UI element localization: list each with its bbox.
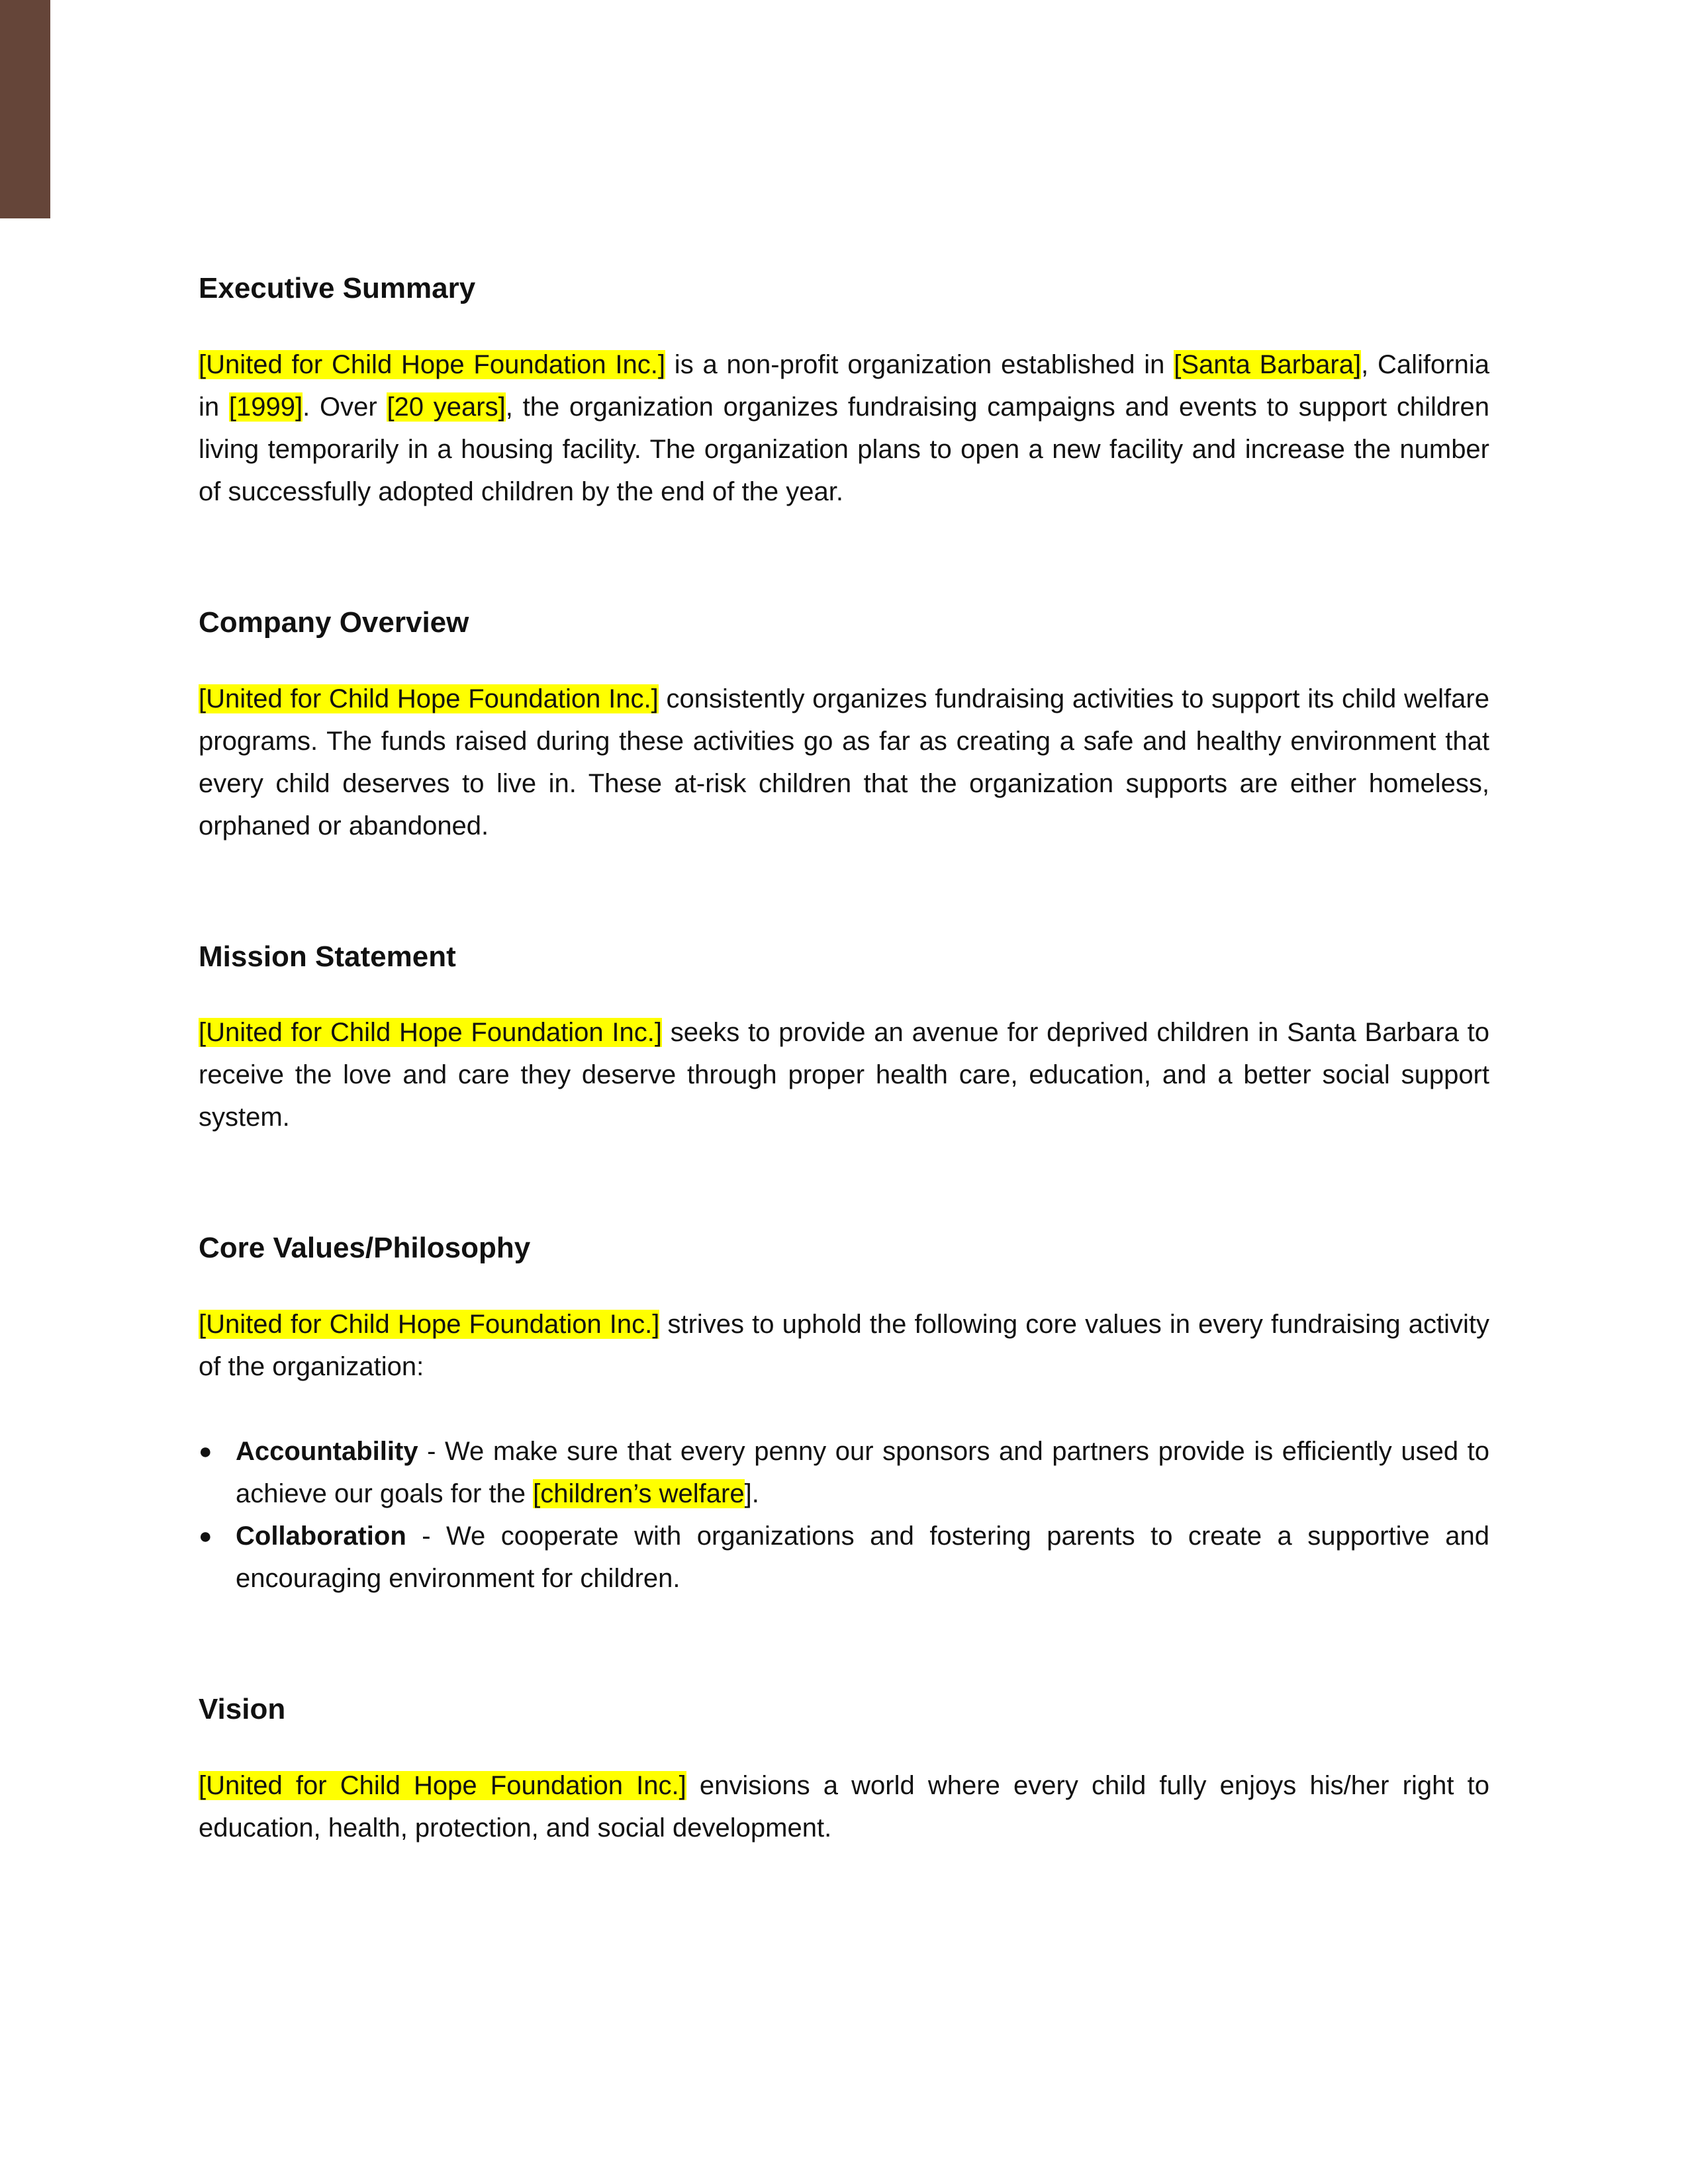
city-highlight: [Santa Barbara] xyxy=(1174,349,1362,379)
org-name-highlight: [United for Child Hope Foundation Inc.] xyxy=(199,1018,662,1048)
value-term: Accountability xyxy=(236,1437,418,1467)
summary-text-1: is a non-profit organization established in xyxy=(665,349,1174,379)
summary-text-2: , California in xyxy=(199,349,1489,422)
summary-text-4: , the organization organizes fundraising campaigns and events to support children living temporarily in a housing facility. The organization plans to open a new facility and increase the number of successfully adopted children by the end of the year. xyxy=(199,392,1489,506)
mission-statement-section xyxy=(199,940,1489,1139)
core-values-text: strives to uphold the following core values in every fundraising activity of the organization: xyxy=(199,1310,1489,1382)
core-values-section xyxy=(199,1231,1489,1600)
summary-text-3: . Over xyxy=(303,392,387,422)
vision-section xyxy=(199,1692,1489,1849)
core-values-list xyxy=(199,1430,1489,1600)
org-name-highlight: [United for Child Hope Foundation Inc.] xyxy=(199,349,665,379)
vision-heading: Vision xyxy=(199,1693,286,1726)
executive-summary-section xyxy=(199,271,1489,513)
mission-statement-heading: Mission Statement xyxy=(199,940,456,973)
list-item-collaboration xyxy=(199,1515,1489,1600)
value-description-tail: ]. xyxy=(744,1479,759,1509)
welfare-highlight: [children’s welfare xyxy=(533,1479,745,1509)
year-highlight: [1999] xyxy=(228,392,303,422)
org-name-highlight: [United for Child Hope Foundation Inc.] xyxy=(199,1310,660,1340)
value-term: Collaboration xyxy=(236,1522,406,1551)
duration-highlight: [20 years] xyxy=(387,392,506,422)
company-overview-heading: Company Overview xyxy=(199,606,469,639)
executive-summary-paragraph xyxy=(199,343,1489,513)
vision-paragraph xyxy=(199,1764,1489,1849)
value-description: - We make sure that every penny our sponsors and partners provide is efficiently used to achieve our goals for the xyxy=(236,1437,1489,1509)
overview-text: consistently organizes fundraising activities to support its child welfare programs. The funds raised during these activities go as far as creating a safe and healthy environment that every child deserves to live in. These at-risk children that the organization supports are either homeless, orphaned or abandoned. xyxy=(199,684,1489,841)
bullet-icon: ● xyxy=(199,1439,212,1465)
bullet-icon: ● xyxy=(199,1524,212,1549)
org-name-highlight: [United for Child Hope Foundation Inc.] xyxy=(199,684,659,713)
document-page xyxy=(199,271,1489,1849)
mission-statement-paragraph xyxy=(199,1011,1489,1138)
vision-text: envisions a world where every child fully enjoys his/her right to education, health, protection, and social development. xyxy=(199,1770,1489,1843)
corner-tab-decoration xyxy=(0,0,50,218)
executive-summary-heading: Executive Summary xyxy=(199,272,476,304)
company-overview-paragraph xyxy=(199,678,1489,847)
list-item-accountability xyxy=(199,1430,1489,1515)
core-values-paragraph xyxy=(199,1303,1489,1388)
org-name-highlight: [United for Child Hope Foundation Inc.] xyxy=(199,1770,686,1800)
value-description: - We cooperate with organizations and fostering parents to create a supportive and encouraging environment for children. xyxy=(236,1522,1489,1594)
company-overview-section xyxy=(199,606,1489,847)
mission-text: seeks to provide an avenue for deprived children in Santa Barbara to receive the love and care they deserve through proper health care, education, and a better social support system. xyxy=(199,1018,1489,1132)
core-values-heading: Core Values/Philosophy xyxy=(199,1232,531,1265)
